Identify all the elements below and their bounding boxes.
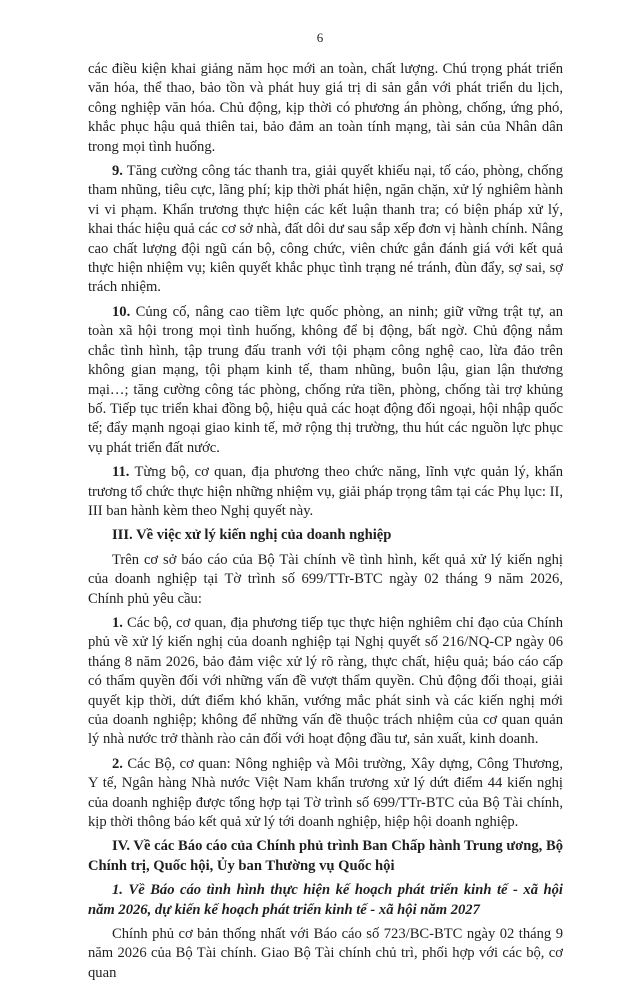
paragraph-text: Các bộ, cơ quan, địa phương tiếp tục thực hiện nghiêm chỉ đạo của Chính phủ về xử lý kiến nghị của doanh nghiệp tại Nghị quyết số 216/NQ-CP ngày 06 tháng 8 năm 2026, bảo đảm việc xử lý rõ ràng, thực chất, hiệu quả; báo cáo cấp có thẩm quyền đối với những vấn đề vượt thẩm quyền. Chủ động đối thoại, giải quyết kịp thời, dứt điểm khó khăn, vướng mắc phát sinh và các kiến nghị mới của doanh nghiệp; không để những vấn đề thuộc trách nhiệm của cơ quan quản lý nhà nước trở thành rào cản đối với hoạt động đầu tư, sản xuất, kinh doanh. [88,614,563,748]
section-heading-iv: IV. Về các Báo cáo của Chính phủ trình Ban Chấp hành Trung ương, Bộ Chính trị, Quốc hội, Ủy ban Thường vụ Quốc hội [88,838,563,874]
paragraph-text: các điều kiện khai giảng năm học mới an toàn, chất lượng. Chú trọng phát triển văn hóa, thể thao, bảo tồn và phát huy giá trị di sản gắn với phát triển du lịch, công nghiệp văn hóa. Chủ động, kịp thời có phương án phòng, chống, ứng phó, khắc phục hậu quả thiên tai, bảo đảm an toàn tính mạng, tài sản của Nhân dân trong mọi tình huống. [88,61,563,155]
section-iv-sub-heading: 1. Về Báo cáo tình hình thực hiện kế hoạch phát triển kinh tế - xã hội năm 2026, dự kiến kế hoạch phát triển kinh tế - xã hội năm 2027 [88,882,563,918]
section-iii-item-1 [88,614,563,750]
paragraph-text: Từng bộ, cơ quan, địa phương theo chức năng, lĩnh vực quản lý, khẩn trương tổ chức thực hiện những nhiệm vụ, giải pháp trọng tâm tại các Phụ lục: II, III ban hành kèm theo Nghị quyết này. [88,464,563,519]
section-iv-text: Chính phủ cơ bản thống nhất với Báo cáo số 723/BC-BTC ngày 02 tháng 9 năm 2026 của Bộ Tài chính. Giao Bộ Tài chính chủ trì, phối hợp với các bộ, cơ quan [88,926,563,981]
paragraph-item-10 [88,303,563,458]
paragraph-text: Củng cố, nâng cao tiềm lực quốc phòng, an ninh; giữ vững trật tự, an toàn xã hội trong mọi tình huống, không để bị động, bất ngờ. Chủ động nắm chắc tình hình, tập trung đấu tranh với tội phạm công nghệ cao, lừa đảo trên không gian mạng, tội phạm kinh tế, tham nhũng, buôn lậu, gian lận thương mại…; tăng cường công tác phòng, chống rửa tiền, phòng, chống tài trợ khủng bố. Tiếp tục triển khai đồng bộ, hiệu quả các hoạt động đối ngoại, hội nhập quốc tế; đẩy mạnh ngoại giao kinh tế, mở rộng thị trường, thu hút các nguồn lực phục vụ phát triển đất nước. [88,303,563,456]
item-number: 11. [112,464,130,481]
item-number: 9. [112,163,123,180]
item-number: 10. [112,303,131,320]
paragraph-item-9 [88,162,563,298]
page-number: 6 [316,30,324,45]
item-number: 2. [112,755,123,772]
document-body [88,60,563,988]
section-iii-intro: Trên cơ sở báo cáo của Bộ Tài chính về tình hình, kết quả xử lý kiến nghị của doanh nghiệp tại Tờ trình số 699/TTr-BTC ngày 02 tháng 9 năm 2026, Chính phủ yêu cầu: [88,551,563,607]
paragraph-continuation [88,60,563,157]
paragraph-text: Các Bộ, cơ quan: Nông nghiệp và Môi trường, Xây dựng, Công Thương, Y tế, Ngân hàng Nhà nước Việt Nam khẩn trương xử lý dứt điểm 44 kiến nghị của doanh nghiệp được tổng hợp tại Tờ trình số 699/TTr-BTC của Bộ Tài chính, kịp thời thông báo kết quả xử lý tới doanh nghiệp, hiệp hội doanh nghiệp. [88,755,563,831]
paragraph-item-11 [88,463,563,521]
paragraph-text: Tăng cường công tác thanh tra, giải quyết khiếu nại, tố cáo, phòng, chống tham nhũng, tiêu cực, lãng phí; kịp thời phát hiện, ngăn chặn, xử lý nghiêm hành vi vi phạm. Khẩn trương thực hiện các kết luận thanh tra; có biện pháp xử lý, khai thác hiệu quả các cơ sở nhà, đất dôi dư sau sắp xếp đơn vị hành chính. Nâng cao chất lượng đội ngũ cán bộ, công chức, viên chức gắn đánh giá với kết quả thực hiện nhiệm vụ; kiên quyết khắc phục tình trạng né tránh, đùn đẩy, sợ sai, sợ trách nhiệm. [88,163,563,296]
section-heading-iii: III. Về việc xử lý kiến nghị của doanh nghiệp [112,527,392,544]
item-number: 1. [112,614,123,631]
section-iii-item-2 [88,755,563,833]
